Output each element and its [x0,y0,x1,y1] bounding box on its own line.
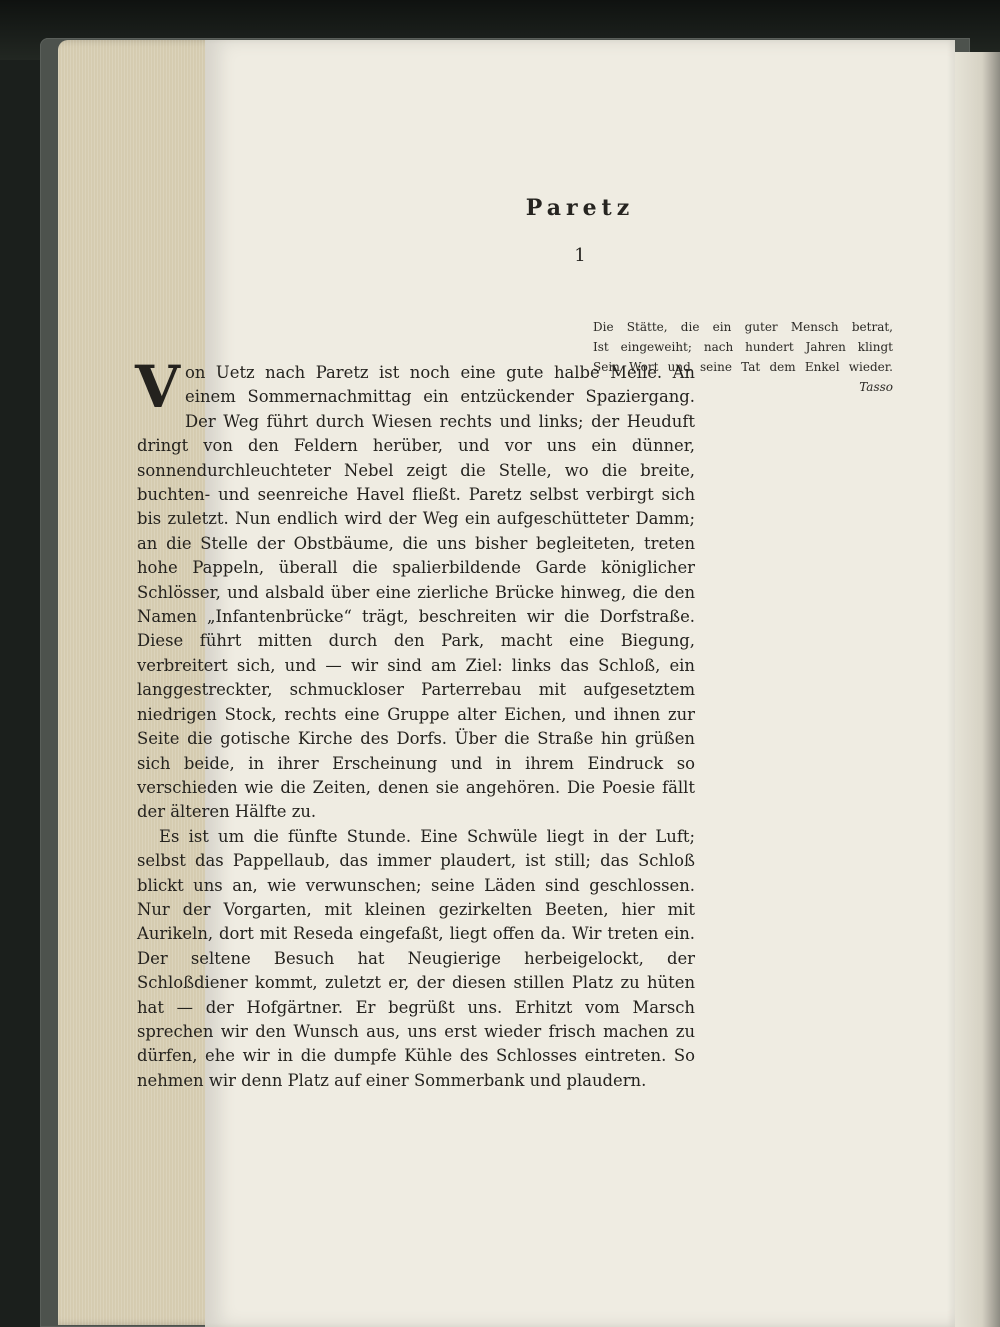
section-number: 1 [574,245,586,266]
epigraph-line: Ist eingeweiht; nach hundert Jahren klingt [593,340,893,354]
epigraph-author: Tasso [859,380,893,394]
drop-cap: V [135,353,181,421]
paragraph [135,353,695,825]
paragraph: Es ist um die fünfte Stunde. Eine Schwüle liegt in der Luft; selbst das Pappellaub, das immer plaudert, ist still; das Schloß blickt uns an, wie verwunschen; seine Läden sind geschlossen. Nur der Vorgarten, mit kleinen gezirkelten Beeten, hier mit Aurikeln, dort mit Reseda eingefaßt, liegt offen da. Wir treten ein. Der seltene Besuch hat Neugierige herbeigelockt, der Schloßdiener kommt, zuletzt er, der diesen stillen Platz zu hüten hat — der Hofgärtner. Er begrüßt uns. Erhitzt vom Marsch sprechen wir den Wunsch aus, uns erst wieder frisch machen zu dürfen, ehe wir in die dumpfe Kühle des Schlosses eintreten. So nehmen wir denn Platz auf einer Sommerbank und plaudern. [137,826,695,1090]
chapter-title: Paretz [525,195,635,221]
facing-page-edge [955,52,1000,1327]
paragraph-text: on Uetz nach Paretz ist noch eine gute halbe Meile. An einem Sommernachmittag ein entzückender Spaziergang. Der Weg führt durch Wiesen rechts und links; der Heuduft dringt von den Feldern herüber, und vor uns ein dünner, sonnendurchleuchteter Nebel zeigt die Stelle, wo die breite, buchten- und seenreiche Havel fließt. Paretz selbst verbirgt sich bis zuletzt. Nun endlich wird der Weg ein aufgeschütteter Damm; an die Stelle der Obstbäume, die uns bisher begleiteten, treten hohe Pappeln, überall die spalierbildende Garde königlicher Schlösser, und alsbald über eine zierliche Brücke hinweg, die den Namen „Infantenbrücke“ trägt, beschreiten wir die Dorfstraße. Diese führt mitten durch den Park, macht eine Biegung, verbreitert sich, und — wir sind am Ziel: links das Schloß, ein langgestreckter, schmuckloser Parterrebau mit aufgesetztem niedrigen Stock, rechts eine Gruppe alter Eichen, und ihnen zur Seite die gotische Kirche des Dorfs. Über die Straße hin grüßen sich beide, in ihrer Erscheinung und in ihrem Eindruck so verschieden wie die Zeiten, denen sie angehören. Die Poesie fällt der älteren Hälfte zu. [137,363,695,822]
epigraph-line: Die Stätte, die ein guter Mensch betrat, [593,320,893,334]
body-text [135,353,695,1093]
epigraph-line: Sein Wort und seine Tat dem Enkel wieder. [593,360,893,374]
